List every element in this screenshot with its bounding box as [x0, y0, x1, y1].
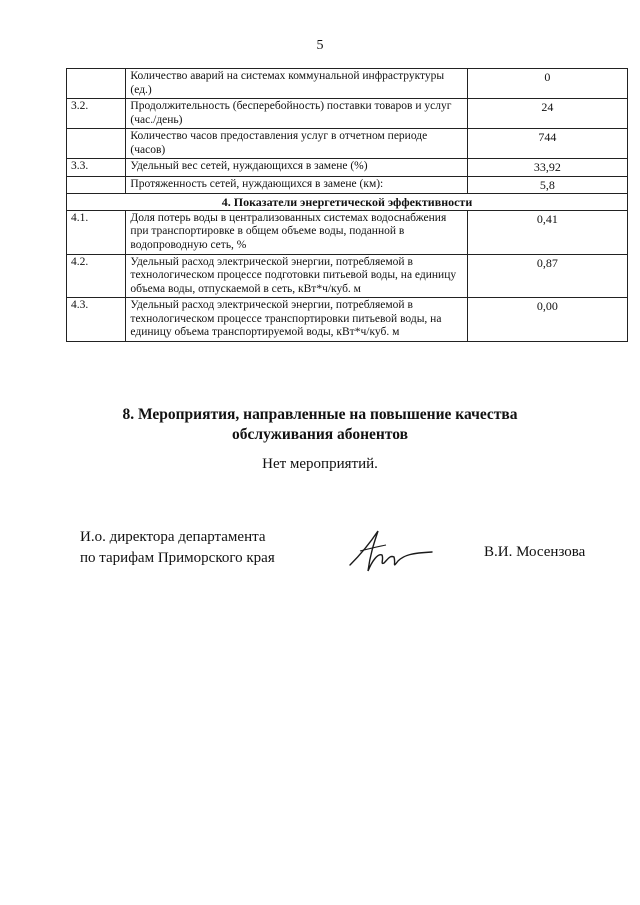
row-description: Количество часов предоставления услуг в отчетном периоде (часов): [126, 129, 467, 159]
row-description: Удельный расход электрической энергии, потребляемой в технологическом процессе подготовки питьевой воды, на единицу объема воды, отпускаемой в сеть, кВт*ч/куб. м: [126, 254, 467, 298]
row-number: [67, 129, 126, 159]
signer-position-line2: по тарифам Приморского края: [80, 550, 275, 566]
signer-position: [80, 527, 275, 569]
row-number: 4.1.: [67, 210, 126, 254]
row-value: 33,92: [467, 159, 627, 176]
row-value: 0: [467, 69, 627, 99]
signer-name: В.И. Мосензова: [484, 544, 586, 560]
table-row: [67, 210, 628, 254]
row-description: Удельный вес сетей, нуждающихся в замене (%): [126, 159, 467, 176]
table-row: [67, 69, 628, 99]
row-value: 0,87: [467, 254, 627, 298]
signer-position-line1: И.о. директора департамента: [80, 529, 266, 545]
row-description: Удельный расход электрической энергии, потребляемой в технологическом процессе транспортировки питьевой воды, на единицу объема транспортируемой воды, кВт*ч/куб. м: [126, 298, 467, 342]
table-row: [67, 298, 628, 342]
row-number: 3.3.: [67, 159, 126, 176]
indicators-table: [66, 68, 628, 342]
row-description: Количество аварий на системах коммунальной инфраструктуры (ед.): [126, 69, 467, 99]
table-row: [67, 99, 628, 129]
section-8-title: [0, 405, 640, 445]
row-number: [67, 176, 126, 193]
table-row: [67, 129, 628, 159]
row-description: Протяженность сетей, нуждающихся в замене (км):: [126, 176, 467, 193]
row-value: 5,8: [467, 176, 627, 193]
section-heading: 4. Показатели энергетической эффективности: [67, 193, 628, 210]
row-value: 744: [467, 129, 627, 159]
row-number: 4.2.: [67, 254, 126, 298]
row-number: 4.3.: [67, 298, 126, 342]
row-number: [67, 69, 126, 99]
section-8-body: Нет мероприятий.: [262, 456, 378, 472]
section-8-title-line1: 8. Мероприятия, направленные на повышение качества: [122, 406, 518, 423]
section-heading-row: [67, 193, 628, 210]
handwritten-signature: [342, 525, 437, 580]
table-row: [67, 159, 628, 176]
table-row: [67, 176, 628, 193]
page-number: 5: [316, 38, 324, 53]
table-row: [67, 254, 628, 298]
row-value: 0,41: [467, 210, 627, 254]
row-number: 3.2.: [67, 99, 126, 129]
row-value: 24: [467, 99, 627, 129]
row-value: 0,00: [467, 298, 627, 342]
row-description: Продолжительность (бесперебойность) поставки товаров и услуг (час./день): [126, 99, 467, 129]
row-description: Доля потерь воды в централизованных системах водоснабжения при транспортировке в общем объеме воды, поданной в водопроводную сеть, %: [126, 210, 467, 254]
section-8-title-line2: обслуживания абонентов: [232, 426, 408, 444]
